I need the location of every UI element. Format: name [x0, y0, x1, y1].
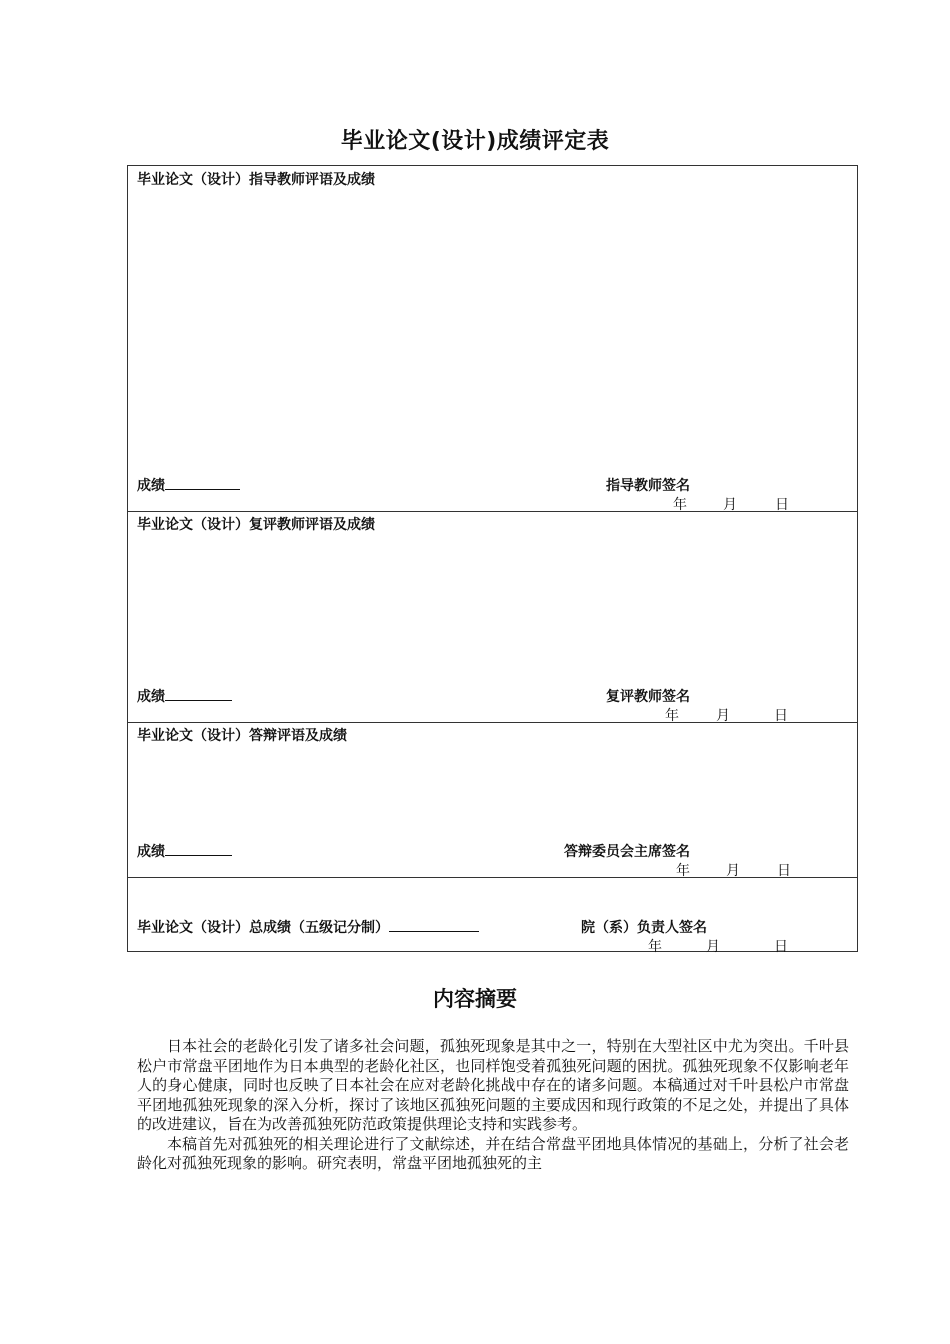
abstract-title: 内容摘要 [433, 987, 517, 1011]
defense-score-blank[interactable] [165, 841, 232, 856]
reviewer-score-field[interactable] [137, 686, 232, 706]
total-date-month: 月 [706, 939, 720, 955]
total-section [128, 877, 857, 953]
total-date-day: 日 [774, 939, 788, 955]
advisor-score-field[interactable] [137, 475, 240, 495]
defense-date-year: 年 [676, 863, 690, 879]
advisor-section [128, 166, 857, 512]
advisor-date-month: 月 [723, 497, 737, 513]
dept-head-signer-label: 院（系）负责人签名 [581, 920, 707, 936]
advisor-signer-label: 指导教师签名 [606, 478, 690, 494]
reviewer-section-title: 毕业论文（设计）复评教师评语及成绩 [137, 517, 375, 533]
advisor-date-year: 年 [673, 497, 687, 513]
defense-signer-label: 答辩委员会主席签名 [564, 844, 690, 860]
defense-score-field[interactable] [137, 841, 232, 861]
total-score-field[interactable] [137, 917, 479, 937]
abstract-paragraph: 日本社会的老龄化引发了诸多社会问题，孤独死现象是其中之一，特别在大型社区中尤为突出。千叶县松户市常盘平团地作为日本典型的老龄化社区，也同样饱受着孤独死问题的困扰。孤独死现象不仅影响老年人的身心健康，同时也反映了日本社会在应对老龄化挑战中存在的诸多问题。本稿通过对千叶县松户市常盘平团地孤独死现象的深入分析，探讨了该地区孤独死问题的主要成因和现行政策的不足之处，并提出了具体的改进建议，旨在为改善孤独死防范政策提供理论支持和实践参考。 [137, 1037, 849, 1133]
form-title: 毕业论文(设计)成绩评定表 [340, 129, 610, 154]
advisor-date-day: 日 [775, 497, 789, 513]
reviewer-score-blank[interactable] [165, 686, 232, 701]
total-date-year: 年 [648, 939, 662, 955]
reviewer-score-label: 成绩 [137, 689, 165, 705]
reviewer-date-month: 月 [716, 708, 730, 724]
abstract-paragraph: 本稿首先对孤独死的相关理论进行了文献综述，并在结合常盘平团地具体情况的基础上，分析了社会老龄化对孤独死现象的影响。研究表明，常盘平团地孤独死的主 [137, 1134, 849, 1172]
defense-date-month: 月 [726, 863, 740, 879]
reviewer-section [128, 511, 857, 723]
defense-section [128, 722, 857, 878]
defense-date-day: 日 [777, 863, 791, 879]
total-score-label: 毕业论文（设计）总成绩（五级记分制） [137, 920, 389, 936]
abstract-body [137, 1037, 849, 1174]
reviewer-signer-label: 复评教师签名 [606, 689, 690, 705]
advisor-score-blank[interactable] [165, 475, 240, 490]
advisor-section-title: 毕业论文（设计）指导教师评语及成绩 [137, 172, 375, 188]
defense-section-title: 毕业论文（设计）答辩评语及成绩 [137, 728, 347, 744]
reviewer-date-day: 日 [774, 708, 788, 724]
reviewer-date-year: 年 [665, 708, 679, 724]
advisor-score-label: 成绩 [137, 478, 165, 494]
defense-score-label: 成绩 [137, 844, 165, 860]
total-score-blank[interactable] [389, 917, 479, 932]
grade-table [127, 165, 858, 955]
